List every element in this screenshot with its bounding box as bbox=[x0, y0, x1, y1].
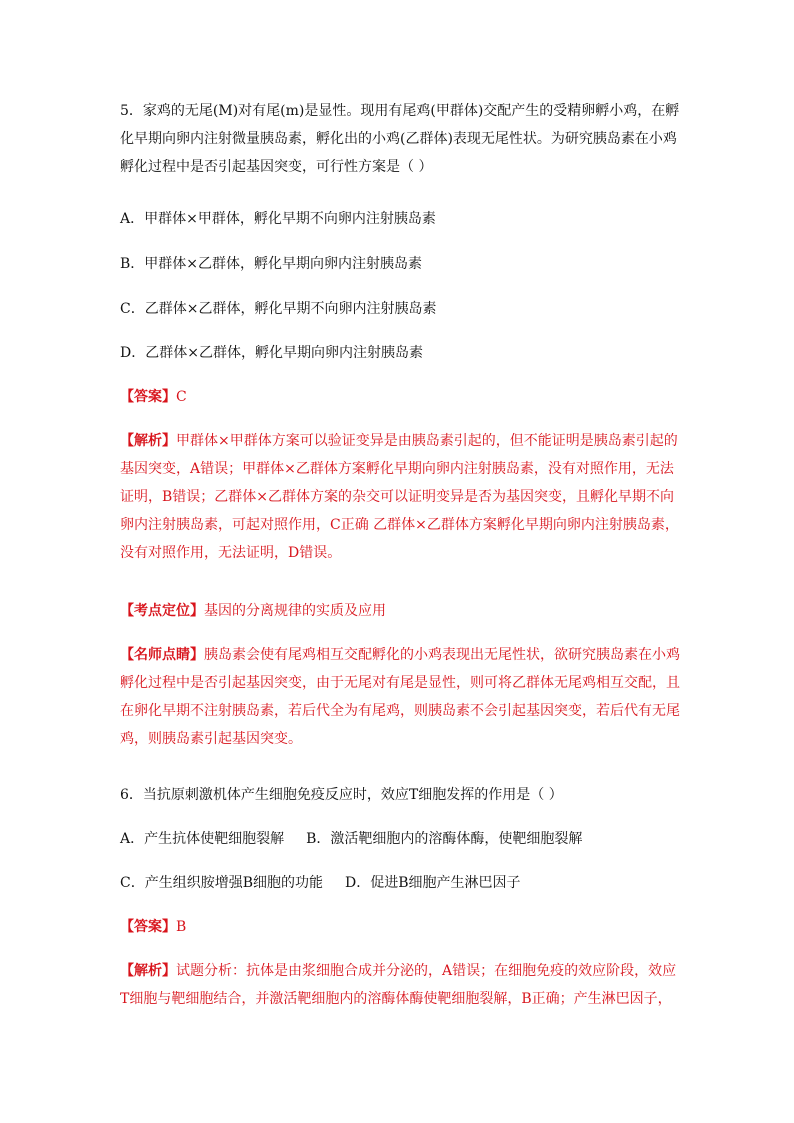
q5-topic bbox=[120, 597, 680, 625]
topic-tag: 【考点定位】 bbox=[120, 603, 204, 619]
q5-stem-line: 孵化过程中是否引起基因突变，可行性方案是（ ） bbox=[120, 159, 433, 175]
tip-tag: 【名师点睛】 bbox=[120, 647, 204, 663]
q5-tip-line: 孵化过程中是否引起基因突变，由于无尾对有尾是显性，则可将乙群体无尾鸡相互交配，且 bbox=[120, 675, 680, 691]
q5-tip-line: 在卵化早期不注射胰岛素，若后代全为有尾鸡，则胰岛素不会引起基因突变，若后代有无尾 bbox=[120, 703, 680, 719]
q5-option-b: B．甲群体×乙群体，孵化早期向卵内注射胰岛素 bbox=[120, 256, 423, 272]
q5-analysis bbox=[120, 427, 680, 567]
answer-value: B bbox=[176, 919, 187, 935]
q6-analysis-line bbox=[120, 957, 680, 985]
q6-answer bbox=[120, 913, 680, 941]
q5-stem-line: 5．家鸡的无尾(M)对有尾(m)是显性。现用有尾鸡(甲群体)交配产生的受精卵孵小鸡，在孵 bbox=[120, 103, 680, 119]
answer-tag: 【答案】 bbox=[120, 389, 176, 405]
q5-tip-line bbox=[120, 641, 680, 669]
q5-analysis-line bbox=[120, 427, 680, 455]
q6-analysis-line: T细胞与靶细胞结合，并激活靶细胞内的溶酶体酶使靶细胞裂解，B正确；产生淋巴因子， bbox=[120, 991, 672, 1007]
analysis-text: 甲群体×甲群体方案可以验证变异是由胰岛素引起的，但不能证明是胰岛素引起的 bbox=[176, 433, 678, 449]
analysis-tag: 【解析】 bbox=[120, 963, 176, 979]
q5-tip bbox=[120, 641, 680, 753]
q6-option-c: C．产生组织胺增强B细胞的功能 bbox=[120, 875, 323, 891]
q5-analysis-line: 证明，B错误；乙群体×乙群体方案的杂交可以证明变异是否为基因突变，且孵化早期不向 bbox=[120, 489, 675, 505]
q6-option-d: D．促进B细胞产生淋巴因子 bbox=[345, 875, 521, 891]
answer-tag: 【答案】 bbox=[120, 919, 176, 935]
topic-value: 基因的分离规律的实质及应用 bbox=[204, 603, 386, 619]
q5-stem-line: 化早期向卵内注射微量胰岛素，孵化出的小鸡(乙群体)表现无尾性状。为研究胰岛素在小鸡 bbox=[120, 131, 677, 147]
answer-value: C bbox=[176, 389, 187, 405]
q5-stem bbox=[120, 97, 680, 181]
analysis-tag: 【解析】 bbox=[120, 433, 176, 449]
q5-answer bbox=[120, 383, 680, 411]
q6-stem: 6．当抗原刺激机体产生细胞免疫反应时，效应T细胞发挥的作用是（ ） bbox=[120, 787, 563, 803]
q6-option-a: A．产生抗体使靶细胞裂解 bbox=[120, 831, 285, 847]
q5-analysis-line: 卵内注射胰岛素，可起对照作用，C正确 乙群体×乙群体方案孵化早期向卵内注射胰岛素， bbox=[120, 517, 679, 533]
q5-analysis-line: 没有对照作用，无法证明，D错误。 bbox=[120, 545, 342, 561]
q5-option-a: A．甲群体×甲群体，孵化早期不向卵内注射胰岛素 bbox=[120, 211, 436, 227]
q5-option-d: D．乙群体×乙群体，孵化早期向卵内注射胰岛素 bbox=[120, 345, 423, 361]
tip-text: 胰岛素会使有尾鸡相互交配孵化的小鸡表现出无尾性状，欲研究胰岛素在小鸡 bbox=[204, 647, 680, 663]
q5-analysis-line: 基因突变，A错误；甲群体×乙群体方案孵化早期向卵内注射胰岛素，没有对照作用，无法 bbox=[120, 461, 674, 477]
q5-option-c: C．乙群体×乙群体，孵化早期不向卵内注射胰岛素 bbox=[120, 301, 437, 317]
q6-option-b: B．激活靶细胞内的溶酶体酶，使靶细胞裂解 bbox=[306, 831, 583, 847]
q6-options-cd bbox=[120, 869, 680, 897]
q6-options-ab bbox=[120, 825, 680, 853]
q5-tip-line: 鸡，则胰岛素引起基因突变。 bbox=[120, 731, 302, 747]
analysis-text: 试题分析：抗体是由浆细胞合成并分泌的，A错误；在细胞免疫的效应阶段，效应 bbox=[176, 963, 677, 979]
q6-analysis bbox=[120, 957, 680, 1013]
